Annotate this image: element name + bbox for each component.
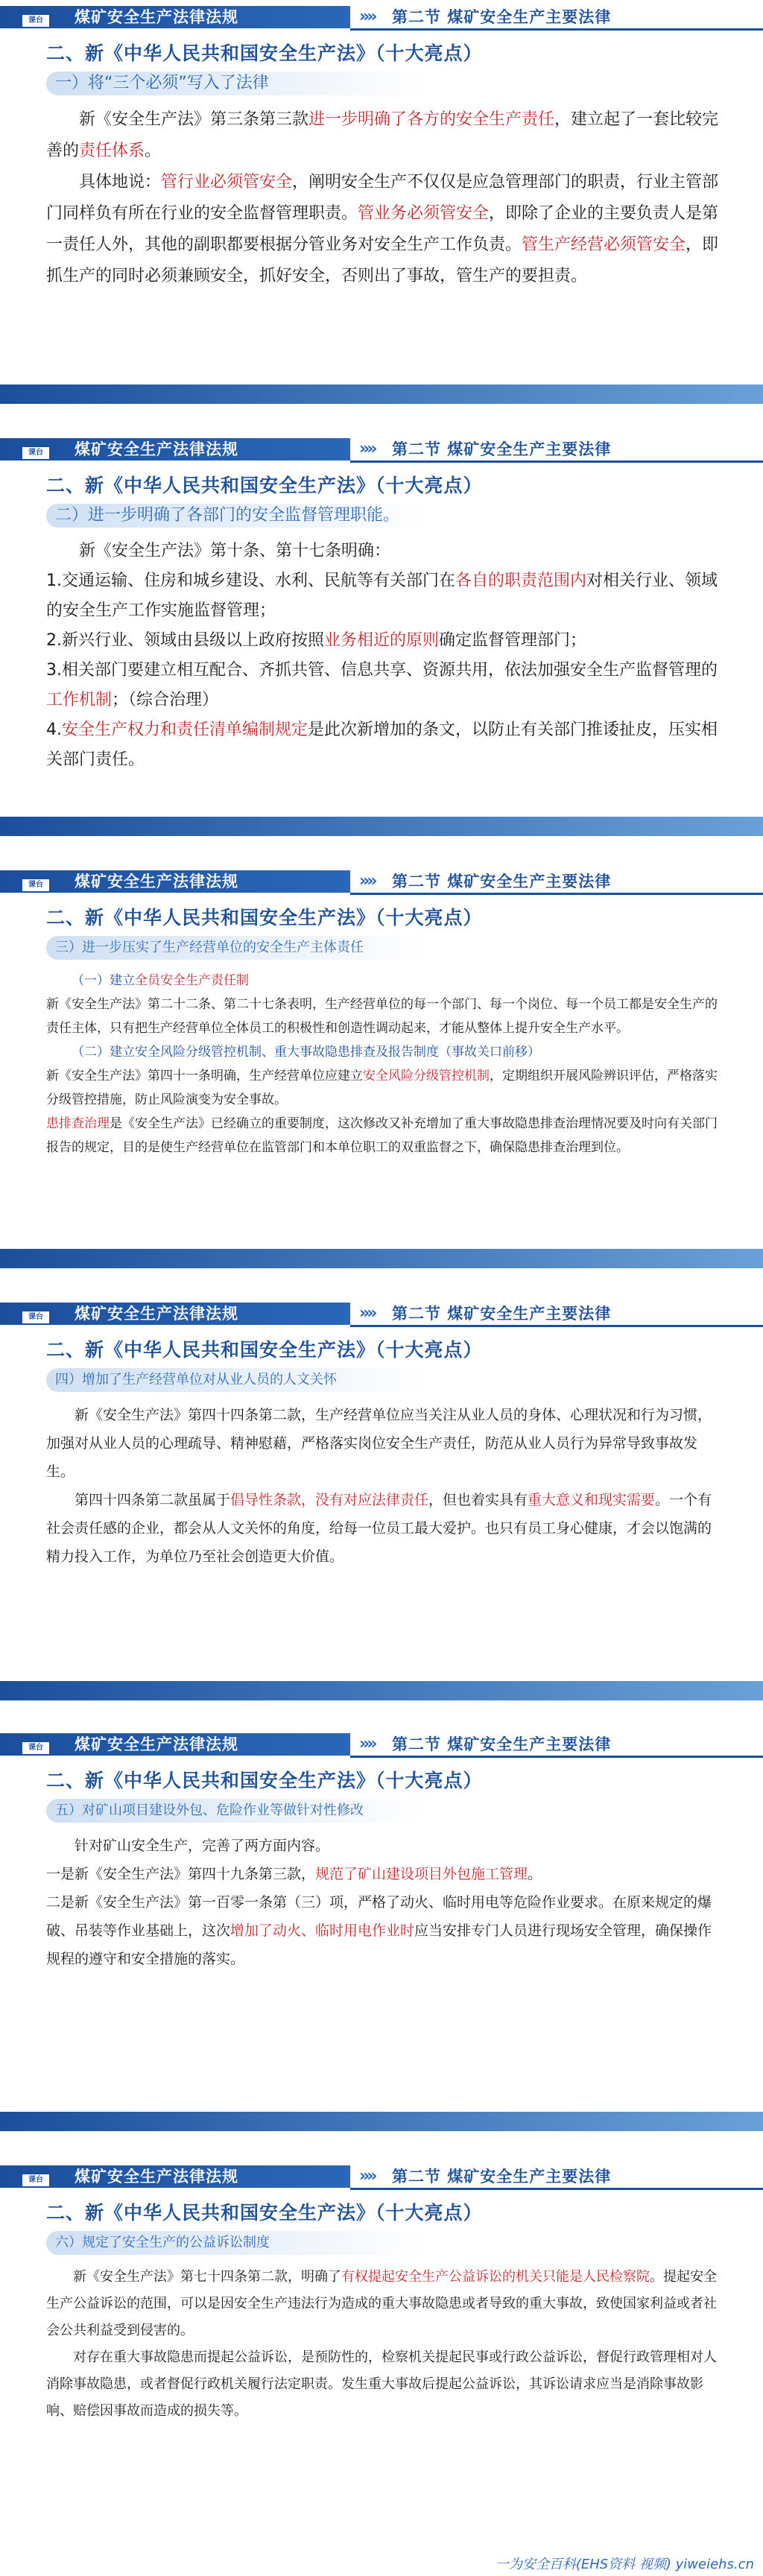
bottom-band	[0, 817, 763, 836]
header-divider	[350, 893, 763, 895]
slide-header	[0, 1727, 763, 1757]
subheading: 六）规定了安全生产的公益诉讼制度	[46, 2231, 426, 2255]
header-left-title: 煤矿安全生产法律法规	[75, 440, 238, 458]
header-divider	[350, 461, 763, 463]
header-left-title: 煤矿安全生产法律法规	[75, 1735, 238, 1753]
header-left-title: 煤矿安全生产法律法规	[75, 2168, 238, 2186]
chevron-icon: »»	[359, 1735, 375, 1753]
header-badge: 课台	[21, 13, 51, 28]
subheading: 五）对矿山项目建设外包、危险作业等做针对性修改	[46, 1799, 426, 1823]
subheading: 一）将“三个必须”写入了法律	[46, 72, 426, 95]
section-title: （二）建立安全风险分级管控机制、重大事故隐患排查及报告制度（事故关口前移）	[72, 1045, 540, 1060]
header-badge: 课台	[21, 2173, 51, 2188]
paragraph: 具体地说：管行业必须管安全，阐明安全生产不仅仅是应急管理部门的职责，行业主管部门同样负有所在行业的安全监督管理职责。管业务必须管安全，即除了企业的主要负责人是第一责任人外，其他的副职都要根据分管业务对安全生产工作负责。管生产经营必须管安全，即抓生产的同时必须兼顾安全，抓好安全，否则出了事故，管生产的要担责。	[46, 173, 719, 285]
slide-5	[0, 1727, 763, 2131]
bottom-band	[0, 384, 763, 404]
bottom-band	[0, 2112, 763, 2131]
header-badge: 课台	[21, 1310, 51, 1325]
slide-header	[0, 1297, 763, 1326]
header-divider	[350, 1756, 763, 1758]
header-badge: 课台	[21, 446, 51, 461]
slide-body	[46, 969, 720, 1159]
slide-body	[46, 1832, 720, 1973]
section-title: （一）建立全员安全生产责任制	[72, 973, 249, 988]
slide-6	[0, 2159, 763, 2576]
chevron-icon: »»	[359, 7, 375, 26]
paragraph: 新《安全生产法》第十条、第十七条明确：	[79, 542, 391, 560]
slide-heading: 二、新《中华人民共和国安全生产法》（十大亮点）	[46, 475, 483, 496]
header-right-title: 第二节 煤矿安全生产主要法律	[392, 1735, 612, 1753]
paragraph: 新《安全生产法》第二十二条、第二十七条表明，生产经营单位的每一个部门、每一个岗位、每一个员工都是安全生产的责任主体，只有把生产经营单位全体员工的积极性和创造性调动起来，才能从整体上提升安全生产水平。	[46, 997, 718, 1036]
header-left-title: 煤矿安全生产法律法规	[75, 873, 238, 890]
header-right-title: 第二节 煤矿安全生产主要法律	[392, 440, 612, 458]
slide-heading: 二、新《中华人民共和国安全生产法》（十大亮点）	[46, 1770, 483, 1791]
header-right-title: 第二节 煤矿安全生产主要法律	[392, 873, 612, 890]
slide-body	[46, 2264, 720, 2425]
paragraph: 对存在重大事故隐患而提起公益诉讼，是预防性的，检察机关提起民事或行政公益诉讼，督促行政管理相对人消除事故隐患，或者督促行政机关履行法定职责。发生重大事故后提起公益诉讼，其诉讼请求应当是消除事故影响、赔偿因事故而造成的损失等。	[46, 2349, 717, 2419]
slide-1	[0, 0, 763, 404]
slide-header	[0, 2159, 763, 2189]
paragraph: 新《安全生产法》第四十一条明确，生产经营单位应建立安全风险分级管控机制，定期组织开展风险辨识评估，严格落实分级管控措施，防止风险演变为安全事故。	[46, 1069, 718, 1107]
chevron-icon: »»	[359, 440, 375, 458]
paragraph: 针对矿山安全生产，完善了两方面内容。	[75, 1838, 330, 1854]
paragraph: 二是新《安全生产法》第一百零一条第（三）项，严格了动火、临时用电等危险作业要求。在原来规定的爆破、吊装等作业基础上，这次增加了动火、临时用电作业时应当安排专门人员进行现场安全管理，确保操作规程的遵守和安全措施的落实。	[46, 1894, 712, 1967]
list-item: 1.交通运输、住房和城乡建设、水利、民航等有关部门在各自的职责范围内对相关行业、领域的安全生产工作实施监督管理；	[46, 572, 718, 620]
chevron-icon: »»	[359, 872, 375, 890]
header-divider	[350, 28, 763, 31]
subheading: 四）增加了生产经营单位对从业人员的人文关怀	[46, 1368, 426, 1392]
subheading: 二）进一步明确了各部门的安全监督管理职能。	[46, 504, 426, 528]
slide-header	[0, 432, 763, 462]
header-badge: 课台	[21, 1741, 51, 1756]
header-left-title: 煤矿安全生产法律法规	[75, 8, 238, 26]
header-right-title: 第二节 煤矿安全生产主要法律	[392, 2168, 612, 2186]
paragraph: 新《安全生产法》第三条第三款进一步明确了各方的安全生产责任，建立起了一套比较完善的责任体系。	[46, 110, 719, 160]
slide-header	[0, 0, 763, 30]
list-item: 3.相关部门要建立相互配合、齐抓共管、信息共享、资源共用，依法加强安全生产监督管理的工作机制；（综合治理）	[46, 661, 718, 709]
slide-4	[0, 1297, 763, 1700]
slide-heading: 二、新《中华人民共和国安全生产法》（十大亮点）	[46, 42, 483, 64]
paragraph: 新《安全生产法》第七十四条第二款，明确了有权提起安全生产公益诉讼的机关只能是人民检察院。提起安全生产公益诉讼的范围，可以是因安全生产违法行为造成的重大事故隐患或者导致的重大事故，致使国家利益或者社会公共利益受到侵害的。	[46, 2269, 717, 2338]
header-right-title: 第二节 煤矿安全生产主要法律	[392, 1305, 612, 1323]
slide-heading: 二、新《中华人民共和国安全生产法》（十大亮点）	[46, 907, 483, 928]
header-right-title: 第二节 煤矿安全生产主要法律	[392, 8, 612, 26]
subheading: 三）进一步压实了生产经营单位的安全生产主体责任	[46, 936, 426, 960]
list-item: 2.新兴行业、领域由县级以上政府按照业务相近的原则确定监督管理部门；	[46, 631, 587, 650]
header-left-title: 煤矿安全生产法律法规	[75, 1305, 238, 1323]
chevron-icon: »»	[359, 2167, 375, 2186]
footer-watermark: 一为安全百科(EHS资料 视频) yiweiehs.cn	[495, 2557, 754, 2572]
bottom-band	[0, 1681, 763, 1700]
slide-body	[46, 104, 720, 292]
slide-body	[46, 1401, 720, 1571]
bottom-band	[0, 1249, 763, 1268]
header-badge: 课台	[21, 878, 51, 893]
paragraph: 新《安全生产法》第四十四条第二款，生产经营单位应当关注从业人员的身体、心理状况和行为习惯，加强对从业人员的心理疏导、精神慰藉，严格落实岗位安全生产责任，防范从业人员行为异常导致事故发生。	[46, 1407, 712, 1480]
slide-heading: 二、新《中华人民共和国安全生产法》（十大亮点）	[46, 1339, 483, 1361]
slide-2	[0, 432, 763, 836]
paragraph: 患排查治理是《安全生产法》已经确立的重要制度，这次修改又补充增加了重大事故隐患排查治理情况要及时向有关部门报告的规定，目的是使生产经营单位在监管部门和本单位职工的双重监督之下，确保隐患排查治理到位。	[46, 1116, 718, 1155]
chevron-icon: »»	[359, 1304, 375, 1323]
list-item: 4.安全生产权力和责任清单编制规定是此次新增加的条文，以防止有关部门推诿扯皮，压实相关部门责任。	[46, 721, 718, 769]
header-divider	[350, 2188, 763, 2190]
slide-3	[0, 864, 763, 1268]
slide-header	[0, 864, 763, 894]
slide-body	[46, 537, 720, 775]
paragraph: 一是新《安全生产法》第四十九条第三款，规范了矿山建设项目外包施工管理。	[46, 1866, 542, 1882]
slide-heading: 二、新《中华人民共和国安全生产法》（十大亮点）	[46, 2202, 483, 2224]
header-divider	[350, 1325, 763, 1327]
paragraph: 第四十四条第二款虽属于倡导性条款，没有对应法律责任，但也着实具有重大意义和现实需要。一个有社会责任感的企业，都会从人文关怀的角度，给每一位员工最大爱护。也只有员工身心健康，才会以饱满的精力投入工作，为单位乃至社会创造更大价值。	[46, 1492, 712, 1565]
